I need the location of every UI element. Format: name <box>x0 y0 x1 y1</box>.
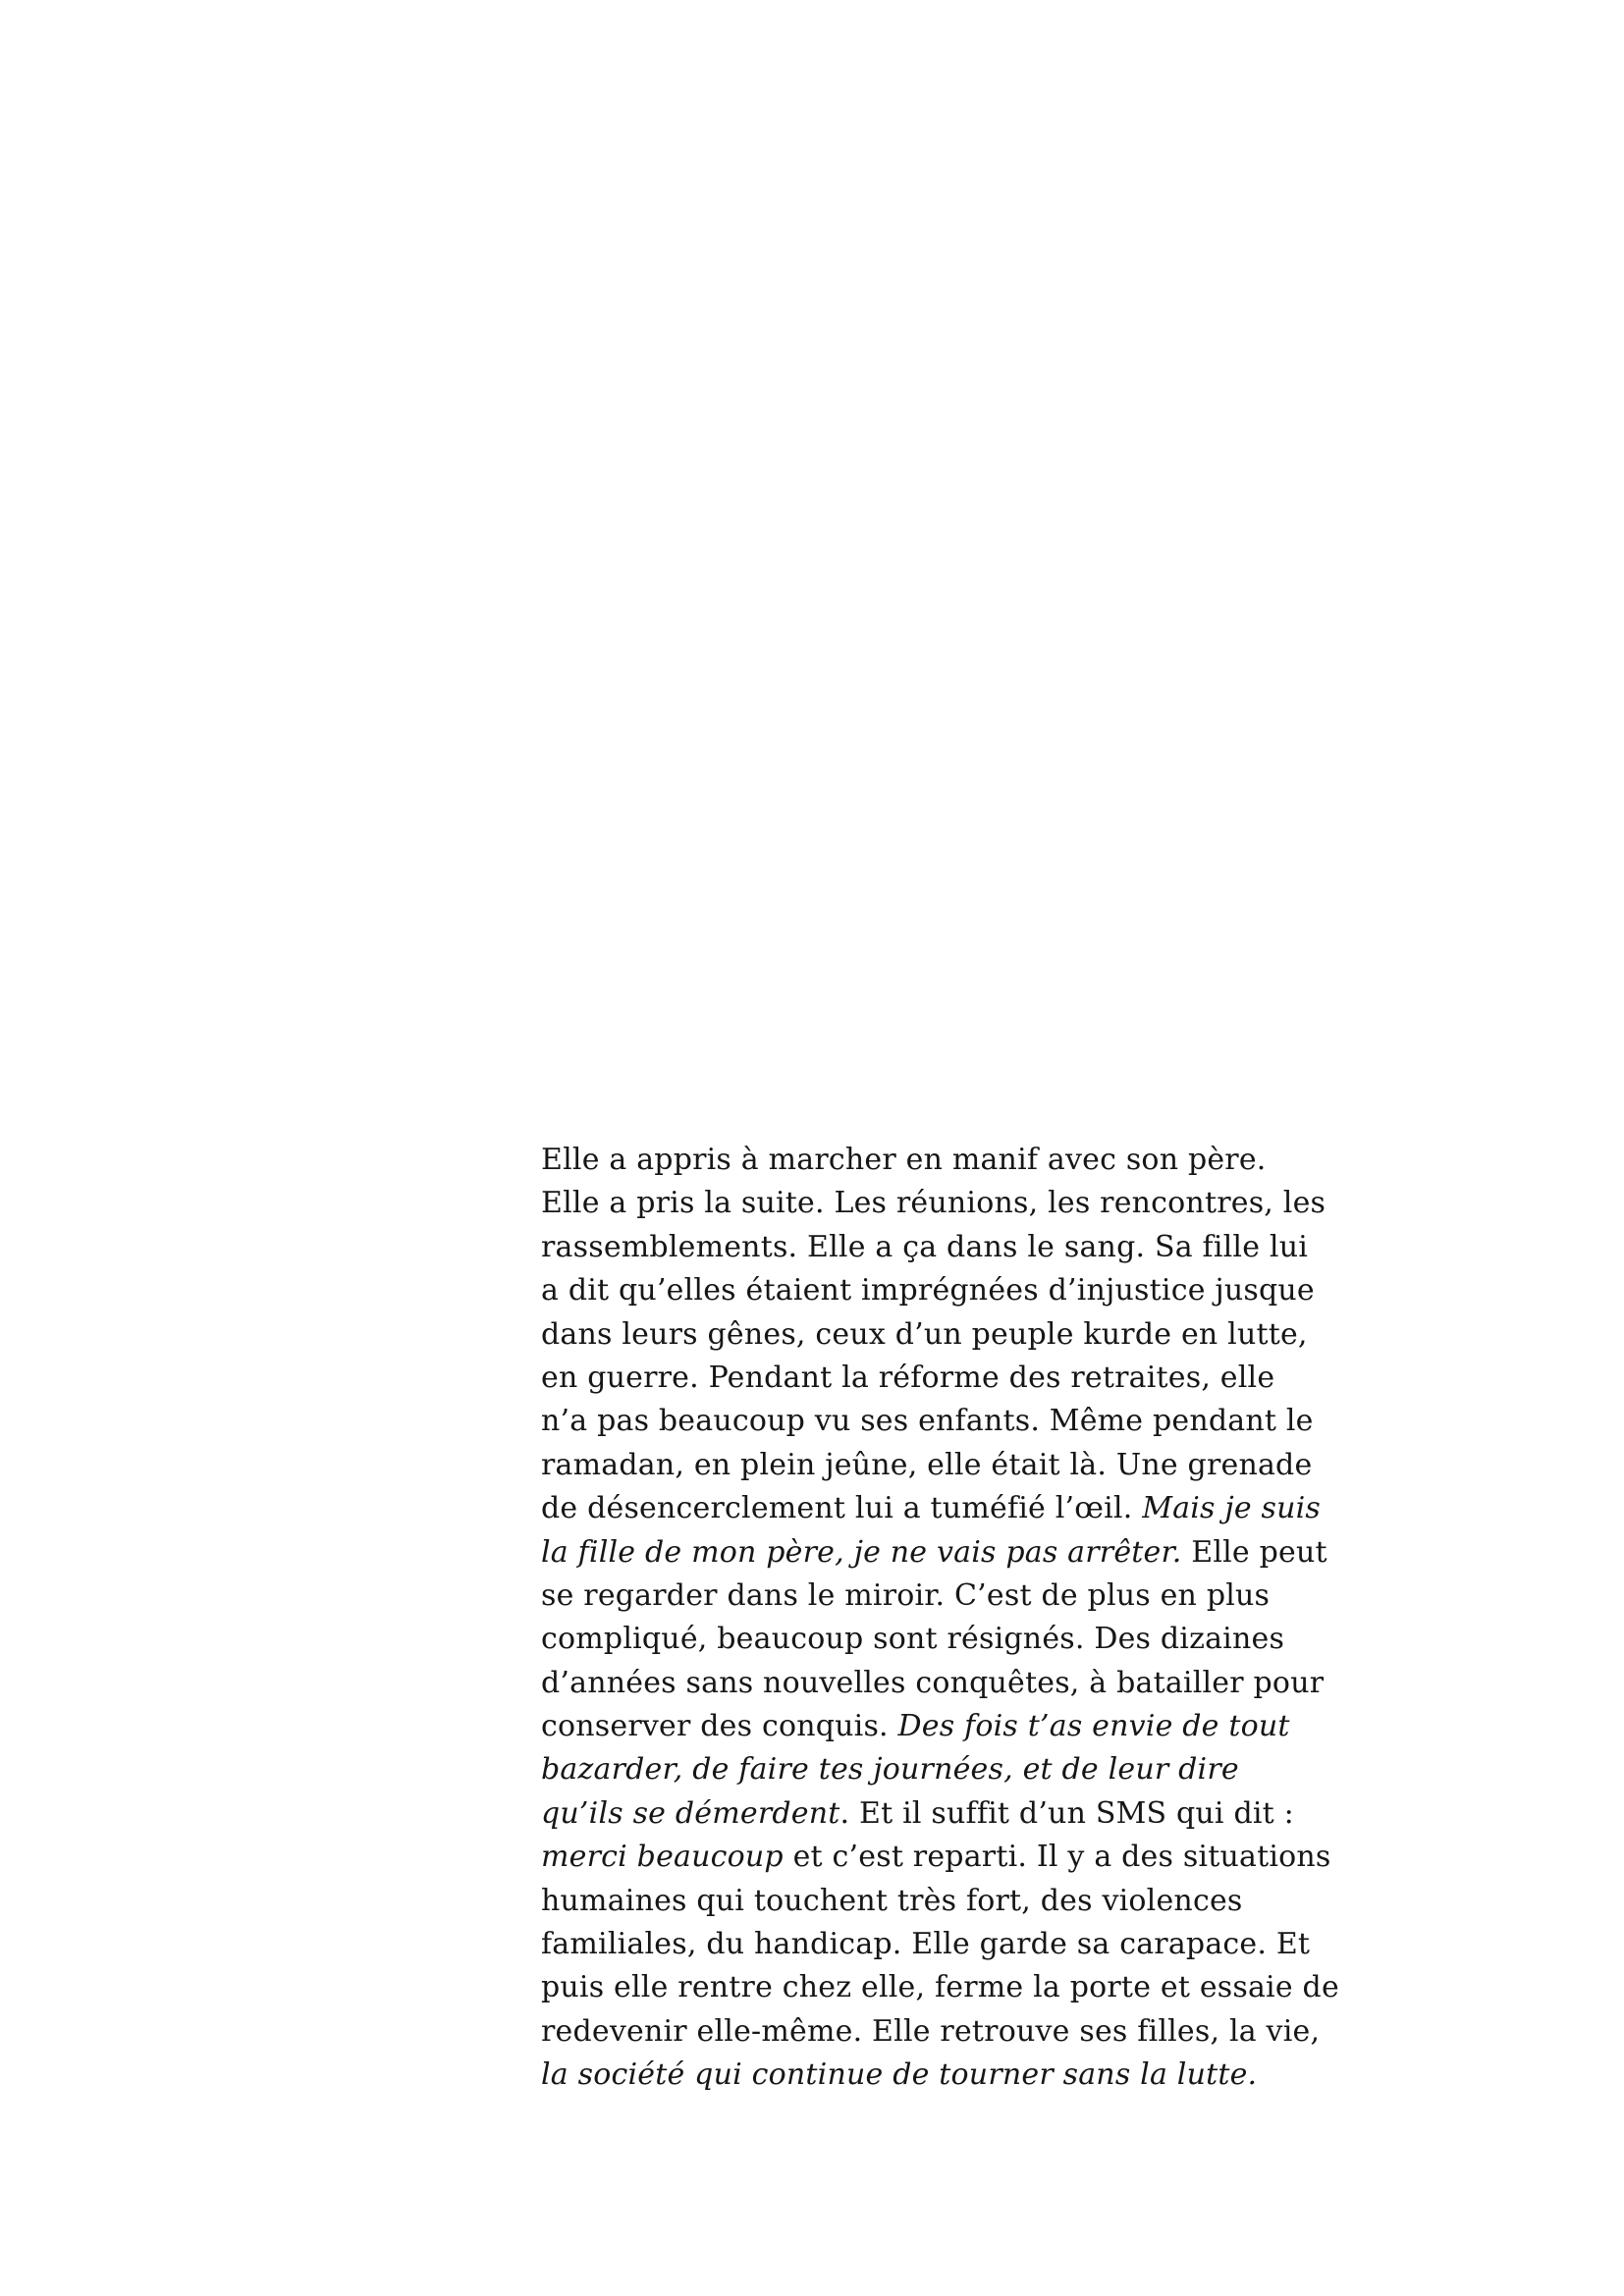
text-line-14: conserver des conquis. Des fois t’as envie de tout <box>541 1709 1290 1744</box>
text-line-20: puis elle rentre chez elle, ferme la porte et essaie de <box>541 1970 1339 2005</box>
text-line-12: compliqué, beaucoup sont résignés. Des dizaines <box>541 1622 1285 1657</box>
italic-quote: la fille de mon père, je ne vais pas arrêter. <box>541 1534 1182 1570</box>
text-line-5: dans leurs gênes, ceux d’un peuple kurde en lutte, <box>541 1316 1308 1352</box>
text-line-7: n’a pas beaucoup vu ses enfants. Même pendant le <box>541 1404 1314 1439</box>
text-line-22 <box>541 2054 1326 2097</box>
text-line-15 <box>541 1748 1326 1791</box>
text-line-2: Elle a pris la suite. Les réunions, les rencontres, les <box>541 1186 1326 1221</box>
text-line-11: se regarder dans le miroir. C’est de plus en plus <box>541 1577 1271 1613</box>
text-line-18: humaines qui touchent très fort, des violences <box>541 1883 1243 1918</box>
text-line-21: redevenir elle-même. Elle retrouve ses filles, la vie, <box>541 2013 1321 2049</box>
text-line-3: rassemblements. Elle a ça dans le sang. Sa fille lui <box>541 1229 1309 1264</box>
text-line-13: d’années sans nouvelles conquêtes, à batailler pour <box>541 1665 1325 1700</box>
body-paragraph <box>541 1139 1339 2098</box>
text-line-17: merci beaucoup et c’est reparti. Il y a des situations <box>541 1840 1331 1875</box>
italic-quote: la société qui continue de tourner sans la lutte. <box>541 2057 1258 2093</box>
italic-quote: merci beaucoup <box>541 1840 784 1875</box>
italic-quote: Des fois t’as envie de tout <box>897 1709 1290 1744</box>
italic-quote: Mais je suis <box>1142 1491 1322 1526</box>
text-line-4: a dit qu’elles étaient imprégnées d’injustice jusque <box>541 1273 1315 1308</box>
text-line-6: en guerre. Pendant la réforme des retraites, elle <box>541 1360 1275 1395</box>
text-line-9: de désencerclement lui a tuméfié l’œil. Mais je suis <box>541 1491 1322 1526</box>
text-line-19: familiales, du handicap. Elle garde sa carapace. Et <box>541 1927 1311 1962</box>
italic-quote: bazarder, de faire tes journées, et de leur dire <box>541 1752 1239 1788</box>
text-line-8: ramadan, en plein jeûne, elle était là. Une grenade <box>541 1447 1313 1482</box>
text-line-16: qu’ils se démerdent. Et il suffit d’un SMS qui dit : <box>541 1795 1294 1831</box>
text-line-10: la fille de mon père, je ne vais pas arrêter. Elle peut <box>541 1534 1327 1570</box>
text-line-1: Elle a appris à marcher en manif avec son père. <box>541 1143 1267 1177</box>
italic-quote: qu’ils se démerdent <box>541 1795 840 1831</box>
